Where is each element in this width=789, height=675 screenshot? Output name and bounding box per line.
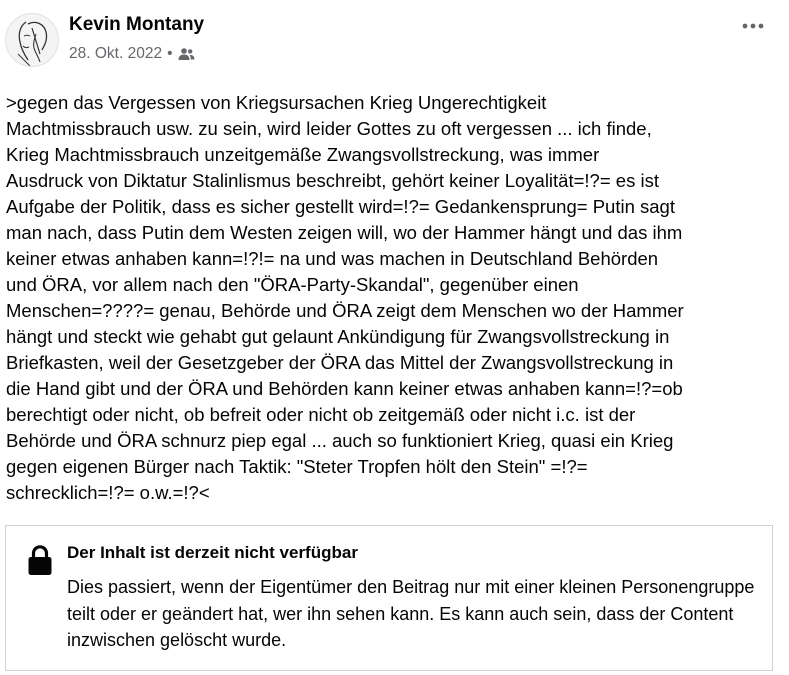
avatar-sketch-icon (6, 14, 59, 67)
meta-separator: • (167, 45, 173, 62)
lock-icon (27, 544, 53, 576)
unavailable-description: Dies passiert, wenn der Eigentümer den Beitrag nur mit einer kleinen Personengruppe teilt oder er geändert hat, wer ihn sehen kann. Es kann auch sein, dass der Content inzwischen gelöscht wurde. (67, 577, 755, 650)
unavailable-title: Der Inhalt ist derzeit nicht verfügbar (67, 543, 358, 562)
post-text: >gegen das Vergessen von Kriegsursachen Krieg Ungerechtigkeit Machtmissbrauch usw. zu sein, wird leider Gottes zu oft vergessen ... ich finde, Krieg Machtmissbrauch unzeitgemäße Zwangsvollstreckung, was immer Ausdruck von Diktatur Stalinlismus beschreibt, gehört keiner Loyalität=!?= es ist Aufgabe der Politik, dass es sicher gestellt wird=!?= Gedankensprung= Putin sagt man nach, dass Putin dem Westen zeigen will, wo der Hammer hängt und das ihm keiner etwas anhaben kann=!?!= na und was machen in Deutschland Behörden und ÖRA, vor allem nach den "ÖRA-Party-Skandal", gegenüber einen Menschen=????= genau, Behörde und ÖRA zeigt dem Menschen wo der Hammer hängt und steckt wie gehabt gut gelaunt Ankündigung für Zwangsvollstreckung in Briefkasten, weil der Gesetzgeber der ÖRA das Mittel der Zwangsvollstreckung in die Hand gibt und der ÖRA und Behörden kann keiner etwas anhaben kann=!?=ob berechtigt oder nicht, ob befreit oder nicht ob zeitgemäß oder nicht i.c. ist der Behörde und ÖRA schnurz piep egal ... auch so funktioniert Krieg, quasi ein Krieg gegen eigenen Bürger nach Taktik: "Steter Tropfen hölt den Stein" =!?= schrecklich=!?= o.w.=!?< (6, 92, 684, 503)
post-meta (69, 44, 195, 64)
post-date[interactable]: 28. Okt. 2022 (69, 45, 163, 62)
more-options-button[interactable] (736, 12, 770, 40)
unavailable-content-box (5, 525, 773, 671)
more-options-icon (742, 23, 764, 29)
avatar[interactable] (5, 13, 59, 67)
post-header (0, 0, 789, 80)
author-name[interactable]: Kevin Montany (69, 14, 205, 35)
friends-icon[interactable] (178, 47, 195, 61)
